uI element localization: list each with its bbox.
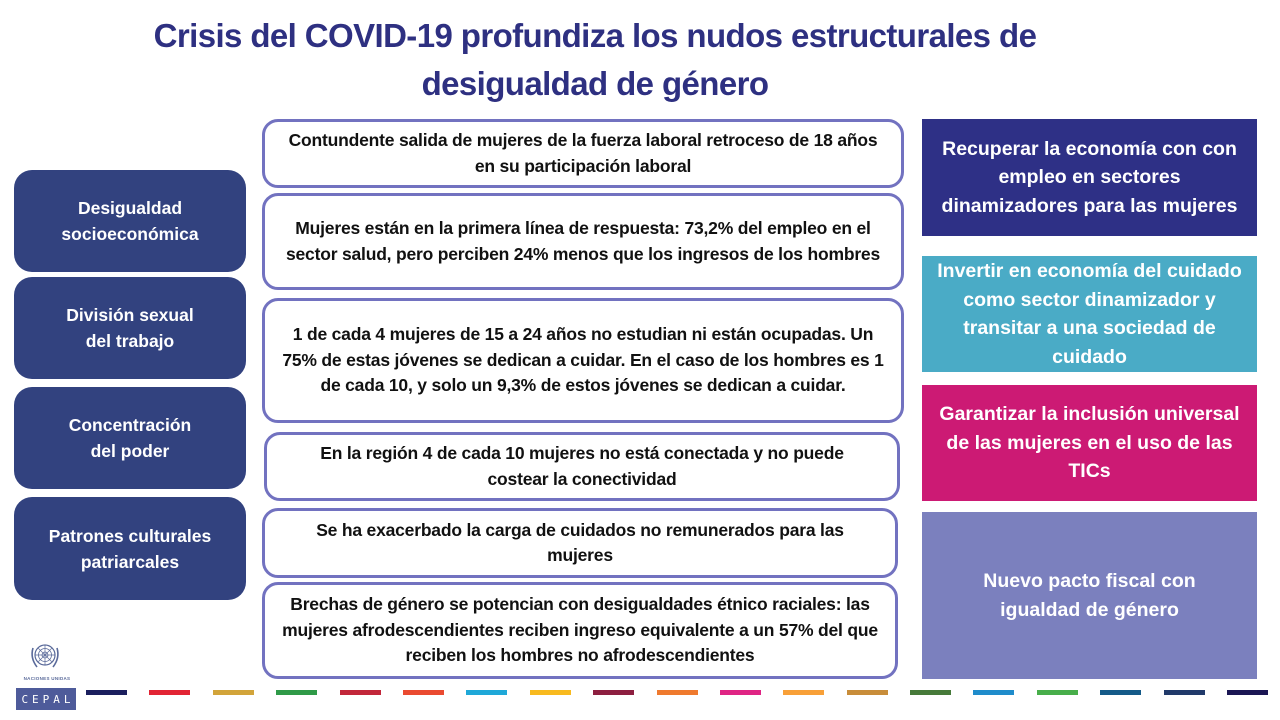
impacto-text: En la región 4 de cada 10 mujeres no está conectada y no puede costear la conectividad xyxy=(320,443,844,489)
slide-title xyxy=(90,12,1100,108)
sdg-dash xyxy=(783,690,824,695)
nudo-label-line: División sexual xyxy=(66,305,194,325)
impacto-text: Brechas de género se potencian con desigualdades étnico raciales: las mujeres afrodescendientes reciben ingreso equivalente a un 57% del que reciben los hombres no afrodescendientes xyxy=(282,594,878,666)
sdg-dash xyxy=(657,690,698,695)
nudo-label-line: Concentración xyxy=(68,415,192,435)
sdg-dash xyxy=(973,690,1014,695)
nudo-desigualdad-socioeconomica xyxy=(14,170,246,272)
impacto-text: Mujeres están en la primera línea de respuesta: 73,2% del empleo en el sector salud, pero perciben 24% menos que los ingresos de los hombres xyxy=(285,218,881,264)
nudo-label-line: del poder xyxy=(90,441,170,461)
propuesta-text: Invertir en economía del cuidado como sector dinamizador y transitar a una sociedad de cuidado xyxy=(937,260,1242,368)
impacto-text: Contundente salida de mujeres de la fuerza laboral retroceso de 18 años en su participación laboral xyxy=(288,130,878,176)
sdg-color-dash-line xyxy=(86,690,1268,695)
sdg-dash xyxy=(847,690,888,695)
un-label: NACIONES UNIDAS xyxy=(23,676,71,681)
impacto-text: Se ha exacerbado la carga de cuidados no remunerados para las mujeres xyxy=(316,519,844,565)
propuesta-text: Recuperar la economía con con empleo en sectores dinamizadores para las mujeres xyxy=(941,137,1238,217)
propuesta-pacto-fiscal xyxy=(922,512,1257,679)
impacto-conectividad xyxy=(264,432,900,501)
propuesta-text: Garantizar la inclusión universal de las mujeres en el uso de las TICs xyxy=(939,403,1240,483)
sdg-dash xyxy=(213,690,254,695)
sdg-dash xyxy=(466,690,507,695)
sdg-dash xyxy=(1164,690,1205,695)
impacto-jovenes-cuidado xyxy=(262,298,904,423)
nudo-label-line: Patrones culturales xyxy=(48,525,212,546)
impacto-text: 1 de cada 4 mujeres de 15 a 24 años no estudian ni están ocupadas. Un 75% de estas jóvenes se dedican a cuidar. En el caso de los hombres es 1 de cada 10, y solo un 9,3% de estos jóvenes se dedican a cuidar. xyxy=(282,324,884,396)
sdg-dash xyxy=(340,690,381,695)
nudo-label-line: socioeconómica xyxy=(61,224,199,244)
nudo-division-sexual-trabajo xyxy=(14,277,246,379)
propuesta-text: Nuevo pacto fiscal con igualdad de género xyxy=(983,570,1196,621)
impacto-salida-fuerza-laboral xyxy=(262,119,904,188)
impacto-brechas-etnico-raciales xyxy=(262,582,898,679)
sdg-dash xyxy=(403,690,444,695)
propuesta-economia-cuidado xyxy=(922,256,1257,372)
nudo-label-line: patriarcales xyxy=(80,551,180,572)
propuesta-recuperar-economia xyxy=(922,119,1257,236)
un-emblem-icon xyxy=(27,638,63,674)
nudo-concentracion-poder xyxy=(14,387,246,489)
cepal-logo xyxy=(16,636,78,714)
nudo-label-line: del trabajo xyxy=(85,331,175,351)
sdg-dash xyxy=(1037,690,1078,695)
sdg-dash xyxy=(276,690,317,695)
sdg-dash xyxy=(1100,690,1141,695)
impacto-primera-linea-salud xyxy=(262,193,904,290)
sdg-dash xyxy=(1227,690,1268,695)
sdg-dash xyxy=(910,690,951,695)
propuesta-inclusion-tics xyxy=(922,385,1257,501)
sdg-dash xyxy=(86,690,127,695)
slide-title-line-1: Crisis del COVID-19 profundiza los nudos estructurales de xyxy=(153,17,1037,54)
sdg-dash xyxy=(720,690,761,695)
sdg-dash xyxy=(593,690,634,695)
sdg-dash xyxy=(149,690,190,695)
slide-title-line-2: desigualdad de género xyxy=(421,65,769,102)
nudo-label-line: Desigualdad xyxy=(77,198,183,218)
impacto-carga-cuidados xyxy=(262,508,898,578)
cepal-badge: CEPAL xyxy=(16,688,76,710)
nudo-patrones-culturales xyxy=(14,497,246,600)
sdg-dash xyxy=(530,690,571,695)
